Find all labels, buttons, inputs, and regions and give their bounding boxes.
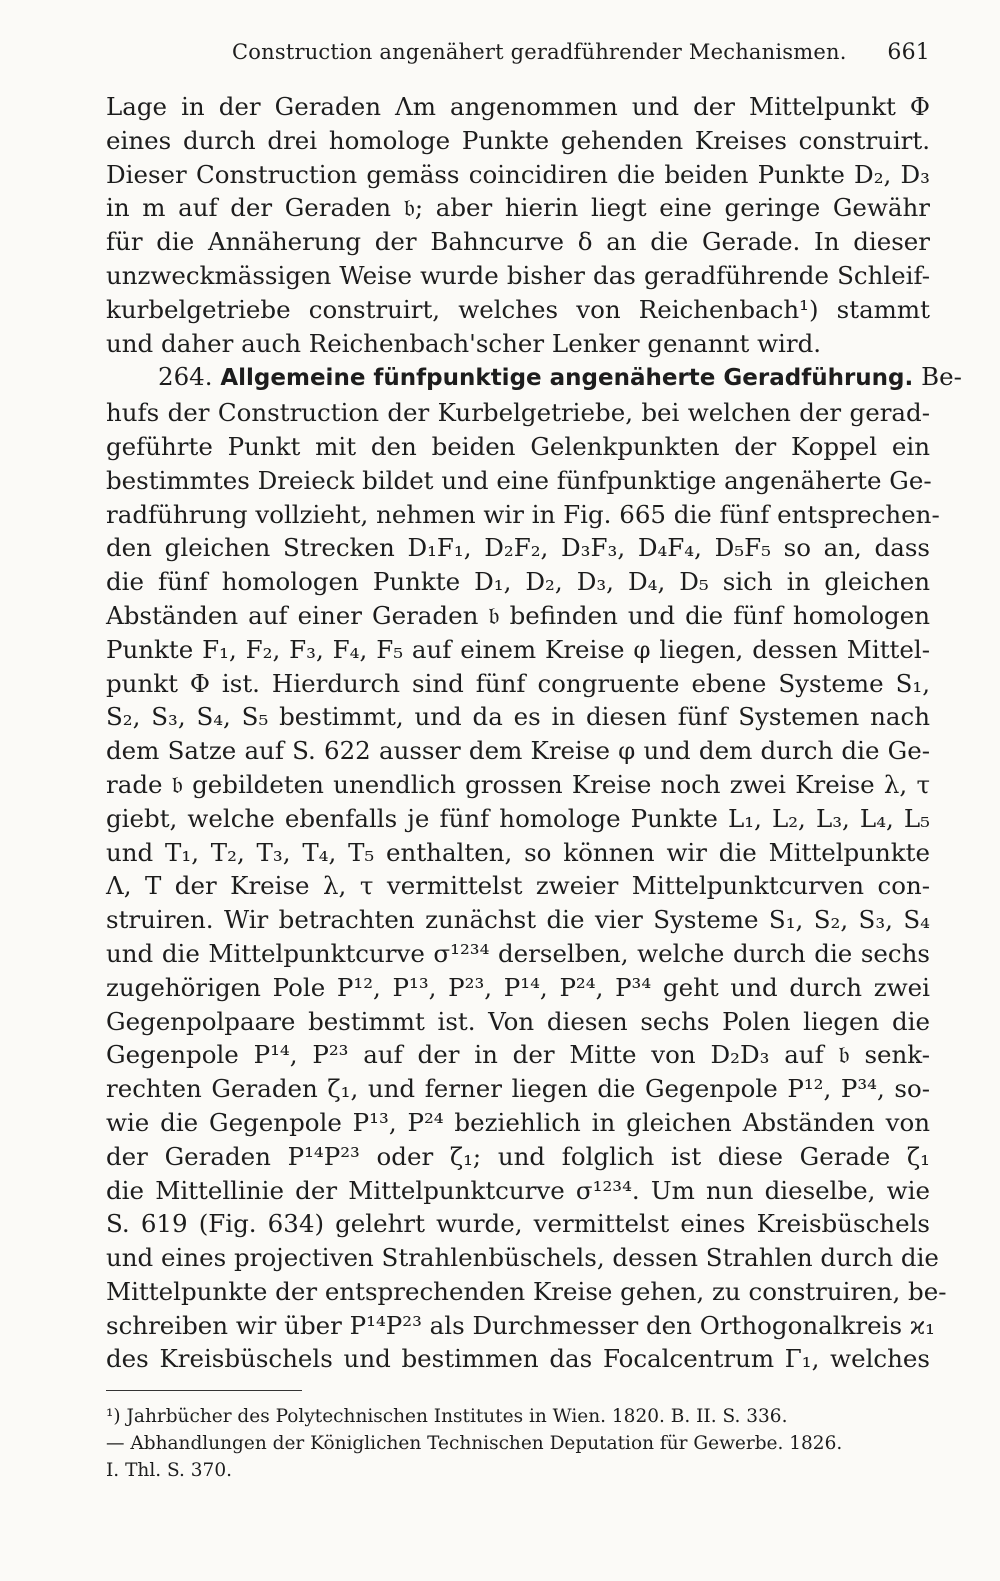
section-number: 264. xyxy=(158,362,213,392)
footnote xyxy=(106,1403,930,1484)
text-line: giebt, welche ebenfalls je fünf homologe Punkte L₁, L₂, L₃, L₄, L₅ xyxy=(106,803,930,833)
text-line: den gleichen Strecken D₁F₁, D₂F₂, D₃F₃, D₄F₄, D₅F₅ so an, dass xyxy=(106,533,930,563)
text-line: geführte Punkt mit den beiden Gelenkpunkten der Koppel ein xyxy=(106,431,930,461)
text-line: Dieser Construction gemäss coincidiren die beiden Punkte D₂, D₃ xyxy=(106,159,930,189)
text-line: in m auf der Geraden 𝔟; aber hierin liegt eine geringe Gewähr xyxy=(106,193,930,223)
text-line: unzweckmässigen Weise wurde bisher das geradführende Schleif- xyxy=(106,260,930,290)
text-line: und die Mittelpunktcurve σ¹²³⁴ derselben, welche durch die sechs xyxy=(106,938,930,968)
text-line: S. 619 (Fig. 634) gelehrt wurde, vermittelst eines Kreisbüschels xyxy=(106,1209,930,1239)
text-line: Punkte F₁, F₂, F₃, F₄, F₅ auf einem Kreise φ liegen, dessen Mittel- xyxy=(106,634,930,664)
text-line: wie die Gegenpole P¹³, P²⁴ beziehlich in gleichen Abständen von xyxy=(106,1107,930,1137)
section-first-line-rest: Be- xyxy=(921,362,962,392)
text-line: rade 𝔟 gebildeten unendlich grossen Kreise noch zwei Kreise λ, τ xyxy=(106,769,930,799)
text-line: Gegenpole P¹⁴, P²³ auf der in der Mitte von D₂D₃ auf 𝔟 senk- xyxy=(106,1040,930,1070)
text-line: des Kreisbüschels und bestimmen das Focalcentrum Γ₁, welches xyxy=(106,1344,930,1374)
text-line: Gegenpolpaare bestimmt ist. Von diesen sechs Polen liegen die xyxy=(106,1006,930,1036)
text-line: dem Satze auf S. 622 ausser dem Kreise φ und dem durch die Ge- xyxy=(106,736,930,766)
text-line: Lage in der Geraden Λm angenommen und der Mittelpunkt Φ xyxy=(106,92,930,121)
footnote-line: — Abhandlungen der Königlichen Technischen Deputation für Gewerbe. 1826. xyxy=(106,1433,843,1454)
text-line: rechten Geraden ζ₁, und ferner liegen die Gegenpole P¹², P³⁴, so- xyxy=(106,1074,930,1104)
footnote-divider xyxy=(106,1390,302,1391)
text-line: kurbelgetriebe construirt, welches von Reichenbach¹) stammt xyxy=(106,294,930,324)
footnote-line: ¹) Jahrbücher des Polytechnischen Institutes in Wien. 1820. B. II. S. 336. xyxy=(106,1406,788,1427)
text-line: struiren. Wir betrachten zunächst die vier Systeme S₁, S₂, S₃, S₄ xyxy=(106,905,930,935)
text-line: Abständen auf einer Geraden 𝔟 befinden und die fünf homologen xyxy=(106,600,930,630)
text-line: schreiben wir über P¹⁴P²³ als Durchmesser den Orthogonalkreis ϰ₁ xyxy=(106,1310,935,1340)
text-line: und daher auch Reichenbach'scher Lenker genannt wird. xyxy=(106,328,822,358)
section-title: Allgemeine fünfpunktige angenäherte Geradführung. xyxy=(220,365,914,392)
text-line: und T₁, T₂, T₃, T₄, T₅ enthalten, so können wir die Mittelpunkte xyxy=(106,837,930,867)
text-line: der Geraden P¹⁴P²³ oder ζ₁; und folglich ist diese Gerade ζ₁ xyxy=(106,1141,930,1171)
text-line: Λ, T der Kreise λ, τ vermittelst zweier Mittelpunktcurven con- xyxy=(106,871,930,901)
text-line: radführung vollzieht, nehmen wir in Fig. 665 die fünf entsprechen- xyxy=(106,499,940,529)
text-line: zugehörigen Pole P¹², P¹³, P²³, P¹⁴, P²⁴, P³⁴ geht und durch zwei xyxy=(106,972,930,1002)
page-number: 661 xyxy=(887,40,930,65)
footnote-line: I. Thl. S. 370. xyxy=(106,1460,232,1481)
running-header xyxy=(232,40,930,65)
text-line: S₂, S₃, S₄, S₅ bestimmt, und da es in diesen fünf Systemen nach xyxy=(106,702,930,732)
text-line: hufs der Construction der Kurbelgetriebe, bei welchen der gerad- xyxy=(106,398,930,428)
text-line: die fünf homologen Punkte D₁, D₂, D₃, D₄, D₅ sich in gleichen xyxy=(106,567,930,597)
main-text xyxy=(106,90,962,1376)
text-line: die Mittellinie der Mittelpunktcurve σ¹²³⁴. Um nun dieselbe, wie xyxy=(106,1175,930,1205)
text-line: bestimmtes Dreieck bildet und eine fünfpunktige angenäherte Ge- xyxy=(106,465,932,495)
text-line: und eines projectiven Strahlenbüschels, dessen Strahlen durch die xyxy=(106,1243,939,1273)
text-line: Mittelpunkte der entsprechenden Kreise gehen, zu construiren, be- xyxy=(106,1276,947,1306)
text-line: eines durch drei homologe Punkte gehenden Kreises construirt. xyxy=(106,125,930,155)
header-title: Construction angenähert geradführender Mechanismen. xyxy=(232,40,847,64)
section-heading-line xyxy=(106,360,962,396)
text-line: für die Annäherung der Bahncurve δ an die Gerade. In dieser xyxy=(106,227,930,257)
text-line: punkt Φ ist. Hierdurch sind fünf congruente ebene Systeme S₁, xyxy=(106,668,930,698)
